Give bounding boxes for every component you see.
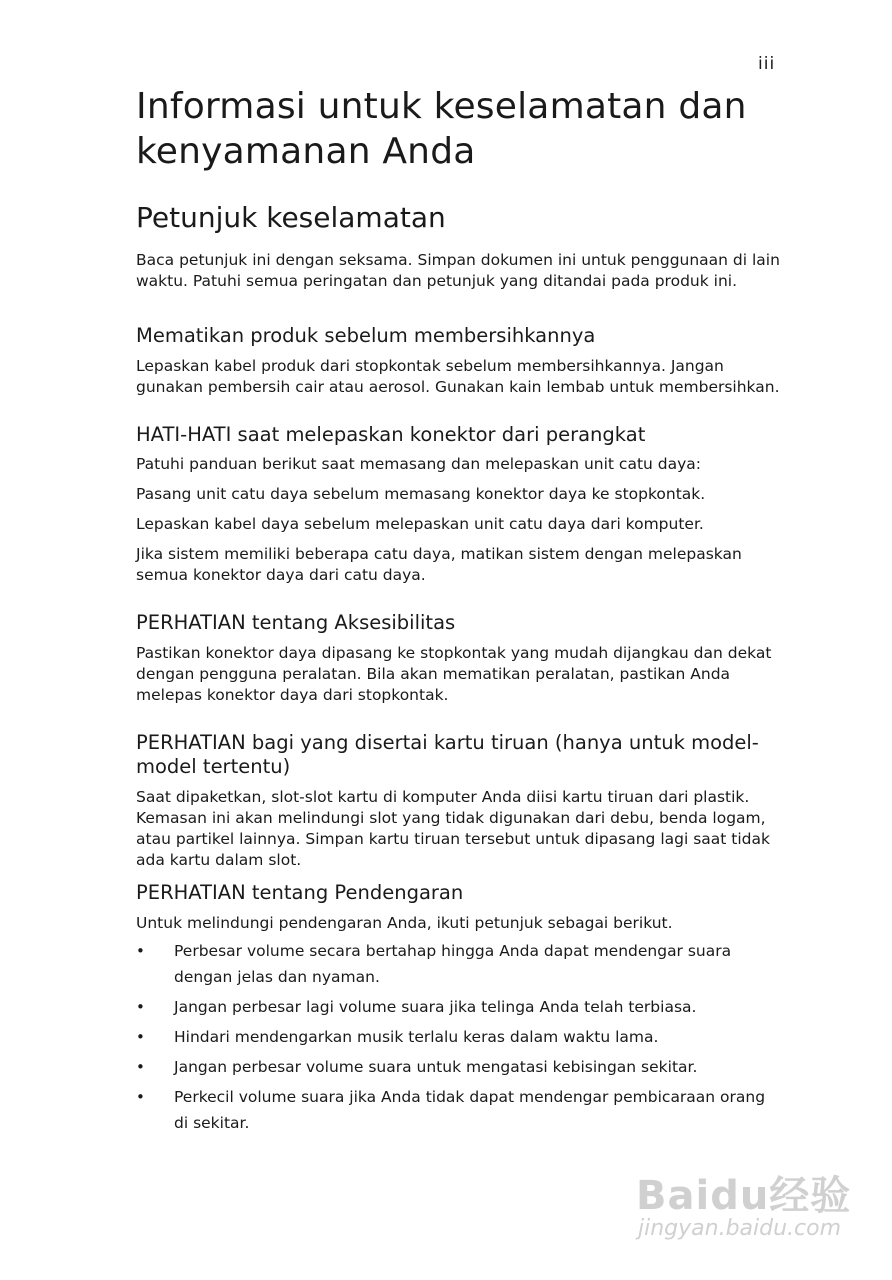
heading-mematikan-produk: Mematikan produk sebelum membersihkannya xyxy=(136,324,596,347)
paragraph-aksesibilitas: Pastikan konektor daya dipasang ke stopkontak yang mudah dijangkau dan dekat dengan pengguna peralatan. Bila akan mematikan peralatan, pastikan Anda melepas konektor daya dari stopkontak. xyxy=(136,644,772,704)
page-title-line-2: kenyamanan Anda xyxy=(136,131,476,172)
heading-aksesibilitas: PERHATIAN tentang Aksesibilitas xyxy=(136,611,456,634)
list-item: • Jangan perbesar lagi volume suara jika telinga Anda telah terbiasa. xyxy=(136,994,781,1020)
list-item: • Hindari mendengarkan musik terlalu keras dalam waktu lama. xyxy=(136,1024,781,1050)
watermark-url: jingyan.baidu.com xyxy=(638,1216,842,1241)
baidu-jingyan-watermark xyxy=(632,1160,872,1260)
paragraph-hati-hati-2: Pasang unit catu daya sebelum memasang konektor daya ke stopkontak. xyxy=(136,485,706,503)
list-item: • Perkecil volume suara jika Anda tidak dapat mendengar pembicaraan orang di sekitar. xyxy=(136,1084,781,1136)
paragraph-hati-hati-4: Jika sistem memiliki beberapa catu daya, matikan sistem dengan melepaskan semua konektor daya dari catu daya. xyxy=(136,545,742,584)
paragraph-kartu-tiruan: Saat dipaketkan, slot-slot kartu di komputer Anda diisi kartu tiruan dari plastik. Kemasan ini akan melindungi slot yang tidak digunakan dari debu, benda logam, atau partikel lainnya. Simpan kartu tiruan tersebut untuk dipasang lagi saat tidak ada kartu dalam slot. xyxy=(136,788,770,869)
hearing-tips-list xyxy=(136,938,781,1136)
page-title xyxy=(136,84,781,174)
watermark-brand: Baidu经验 xyxy=(636,1173,852,1219)
bullet-icon: • xyxy=(136,1028,145,1046)
paragraph-mematikan-produk: Lepaskan kabel produk dari stopkontak sebelum membersihkannya. Jangan gunakan pembersih cair atau aerosol. Gunakan kain lembab untuk membersihkan. xyxy=(136,357,780,396)
paragraph-hati-hati-3: Lepaskan kabel daya sebelum melepaskan unit catu daya dari komputer. xyxy=(136,515,704,533)
list-item: • Jangan perbesar volume suara untuk mengatasi kebisingan sekitar. xyxy=(136,1054,781,1080)
section-title: Petunjuk keselamatan xyxy=(136,201,446,234)
heading-pendengaran: PERHATIAN tentang Pendengaran xyxy=(136,881,464,904)
paragraph-pendengaran-intro: Untuk melindungi pendengaran Anda, ikuti petunjuk sebagai berikut. xyxy=(136,914,673,932)
page-number: iii xyxy=(758,54,776,74)
paragraph-hati-hati-1: Patuhi panduan berikut saat memasang dan melepaskan unit catu daya: xyxy=(136,455,702,473)
list-item: • Perbesar volume secara bertahap hingga Anda dapat mendengar suara dengan jelas dan nyaman. xyxy=(136,938,781,990)
heading-hati-hati: HATI-HATI saat melepaskan konektor dari perangkat xyxy=(136,423,646,446)
page-title-line-1: Informasi untuk keselamatan dan xyxy=(136,86,747,127)
bullet-icon: • xyxy=(136,1058,145,1076)
intro-paragraph: Baca petunjuk ini dengan seksama. Simpan dokumen ini untuk penggunaan di lain waktu. Patuhi semua peringatan dan petunjuk yang ditandai pada produk ini. xyxy=(136,251,780,290)
bullet-icon: • xyxy=(136,1088,145,1106)
heading-kartu-tiruan: PERHATIAN bagi yang disertai kartu tiruan (hanya untuk model-model tertentu) xyxy=(136,731,759,778)
bullet-icon: • xyxy=(136,942,145,960)
document-body xyxy=(136,84,781,1136)
bullet-icon: • xyxy=(136,998,145,1016)
